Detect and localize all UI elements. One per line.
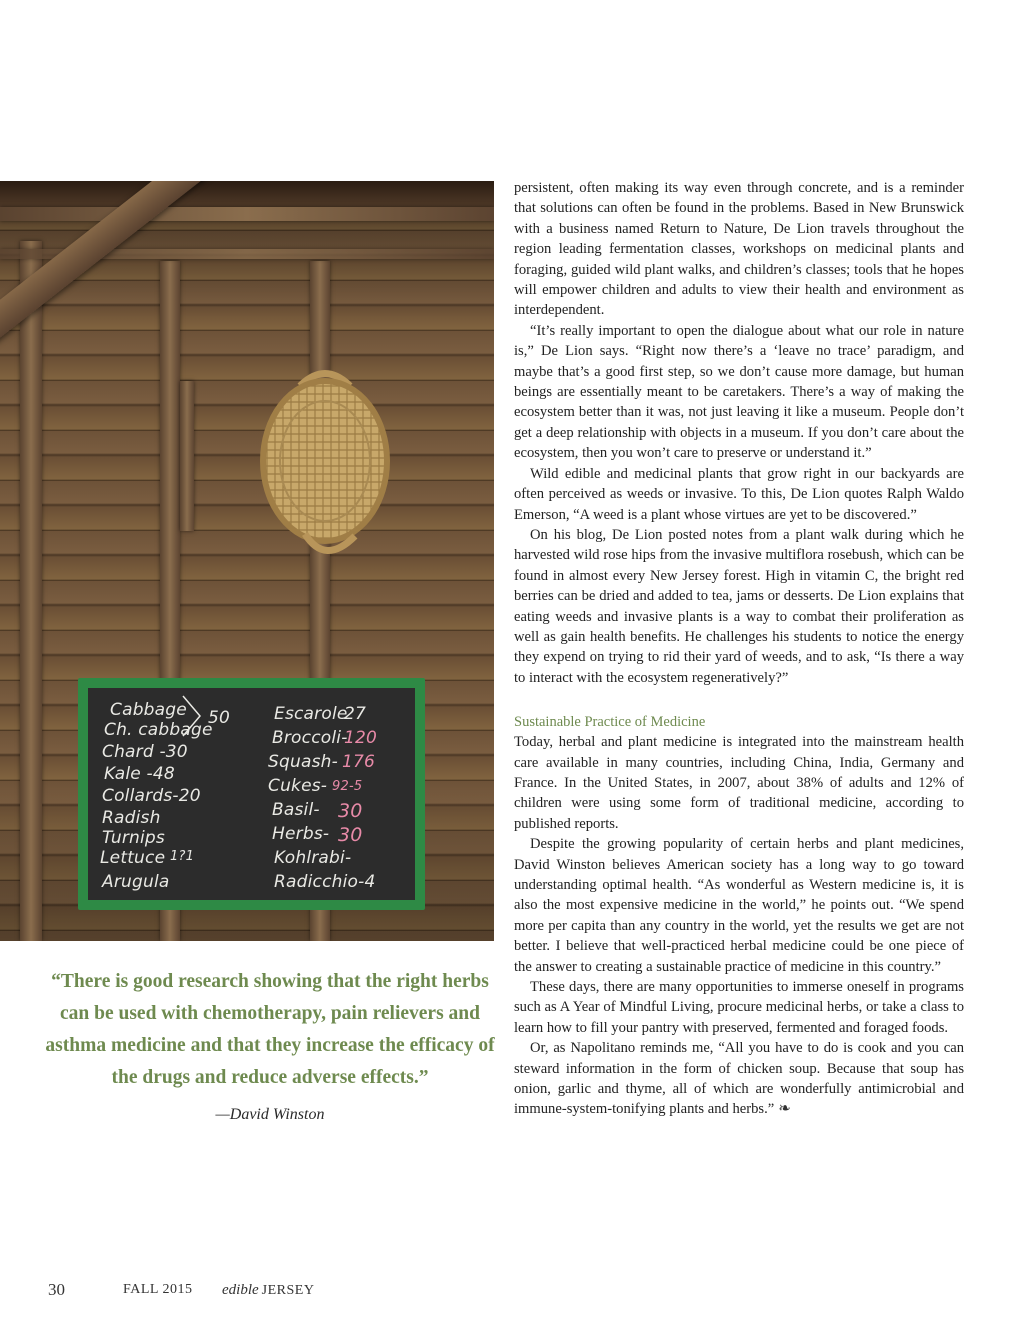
board-item: Squash- — [268, 752, 338, 772]
wood-post — [20, 241, 42, 941]
body-paragraph: Wild edible and medicinal plants that grow right in our backyards are often perceived as weeds or invasive. To this, De Lion quotes Ralph Waldo Emerson, “A weed is a plant whose virtues are yet to be discovered.” — [514, 465, 964, 523]
last-paragraph-text: Or, as Napolitano reminds me, “All you have to do is cook and you can steward information in the form of chicken soup. Because that soup has onion, garlic and thyme, all of which are wonderfully antimicrobial and immune-system-tonifying plants and herbs.” — [514, 1040, 964, 1118]
board-item: Radicchio-4 — [274, 872, 376, 892]
board-item: Herbs- — [272, 824, 330, 844]
board-item: Lettuce — [100, 848, 166, 868]
board-price: 1?1 — [170, 849, 195, 864]
body-paragraph-last — [514, 1038, 964, 1120]
magazine-name-caps: JERSEY — [261, 1283, 315, 1298]
board-price: 120 — [344, 728, 378, 748]
board-item: Basil- — [272, 800, 320, 820]
board-item: Arugula — [102, 872, 170, 892]
board-price: 30 — [338, 800, 363, 822]
board-item: Kohlrabi- — [274, 848, 352, 868]
board-item: Kale -48 — [104, 764, 175, 784]
body-paragraph: “It’s really important to open the dialogue about what our role in nature is,” De Lion says. “Right now there’s a ‘leave no trace’ paradigm, and maybe that’s a good first step, so we don’t cause more damage, but human beings are essentially meant to be caretakers. There’s a way of making the ecosystem better than it was, not just leaving it like a museum. People don’t get a deep relationship with objects in a museum. If you don’t care about the ecosystem, then you won’t care to preserve or understand it.” — [514, 322, 964, 462]
article-body-column — [514, 178, 964, 1120]
wood-slat — [180, 381, 194, 531]
section-subhead: Sustainable Practice of Medicine — [514, 714, 706, 731]
board-price: 92-5 — [332, 779, 363, 794]
body-paragraph: persistent, often making its way even through concrete, and is a reminder that solutions can often be found in the problems. Based in New Brunswick with a business named Return to Nature, De Lion travels throughout the region leading fermentation classes, workshops on medicinal plants and foraging, guided wild plant walks, and children’s classes; tools that he hopes will empower children and adults to view their health and environment as interdependent. — [514, 180, 964, 319]
body-paragraph: Today, herbal and plant medicine is integrated into the mainstream health care available in many countries, including China, India, Germany and France. In the United States, in 2007, about 38% of adults and 12% of children were using some form of traditional medicine, according to published reports. — [514, 734, 964, 832]
board-price: 50 — [208, 708, 231, 728]
page-number: 30 — [48, 1280, 65, 1299]
board-item: Turnips — [102, 828, 165, 848]
body-paragraph: On his blog, De Lion posted notes from a plant walk during which he harvested wild rose hips from the invasive multiflora rosebush, which can be found in almost every New Jersey forest. High in vitamin C, the bright red berries can be dried and added to tea, jams or desserts. De Lion explains that eating weeds and invasive plants is a way to combat their proliferation as well as gain health benefits. He challenges his students to notice the energy they expend on trying to rid their yard of weeds, and to ask, “Is there a way to interact with the ecosystem regeneratively?” — [514, 526, 964, 686]
board-item: Cukes- — [268, 776, 328, 796]
pull-quote-attribution: —David Winston — [215, 1106, 325, 1123]
issue-label: FALL 2015 — [123, 1282, 193, 1297]
end-mark-icon: ❧ — [778, 1101, 791, 1118]
board-item: Escarole — [274, 704, 348, 724]
board-item: Broccoli- — [272, 728, 348, 748]
wood-beam — [0, 207, 494, 221]
magazine-name — [222, 1282, 314, 1299]
chalkboard-price-list — [78, 678, 425, 910]
body-paragraph: These days, there are many opportunities to immerse oneself in programs such as A Year of Mindful Living, procure medicinal herbs, or take a class to learn how to fill your pantry with preserved, fermented and foraged foods. — [514, 979, 964, 1036]
body-paragraph: Despite the growing popularity of certain herbs and plant medicines, David Winston believes American society has a long way to go toward understanding optimal health. “As wonderful as Western medicine is, it is also the most expensive medicine in the world,” he points out. “We spend more per capita than any country in the world, yet the results we get are not better. I believe that well-practiced herbal medicine could be one piece of the answer to creating a sustainable practice of medicine in this country.” — [514, 836, 964, 975]
board-item: Collards-20 — [102, 786, 201, 806]
board-item: Cabbage — [110, 700, 187, 720]
magazine-name-italic: edible — [222, 1282, 259, 1298]
board-item: Chard -30 — [102, 742, 188, 762]
board-item: Radish — [102, 808, 161, 828]
article-photo-shed-wall — [0, 181, 494, 941]
board-item: Ch. cabbage — [104, 720, 213, 740]
board-price: 27 — [344, 704, 367, 724]
wicker-basket — [255, 366, 395, 556]
board-price: 176 — [342, 752, 376, 772]
pull-quote: “There is good research showing that the right herbs can be used with chemotherapy, pain relievers and asthma medicine and that they increase the efficacy of the drugs and reduce adverse effects.” — [45, 971, 495, 1088]
board-price: 30 — [338, 824, 363, 846]
